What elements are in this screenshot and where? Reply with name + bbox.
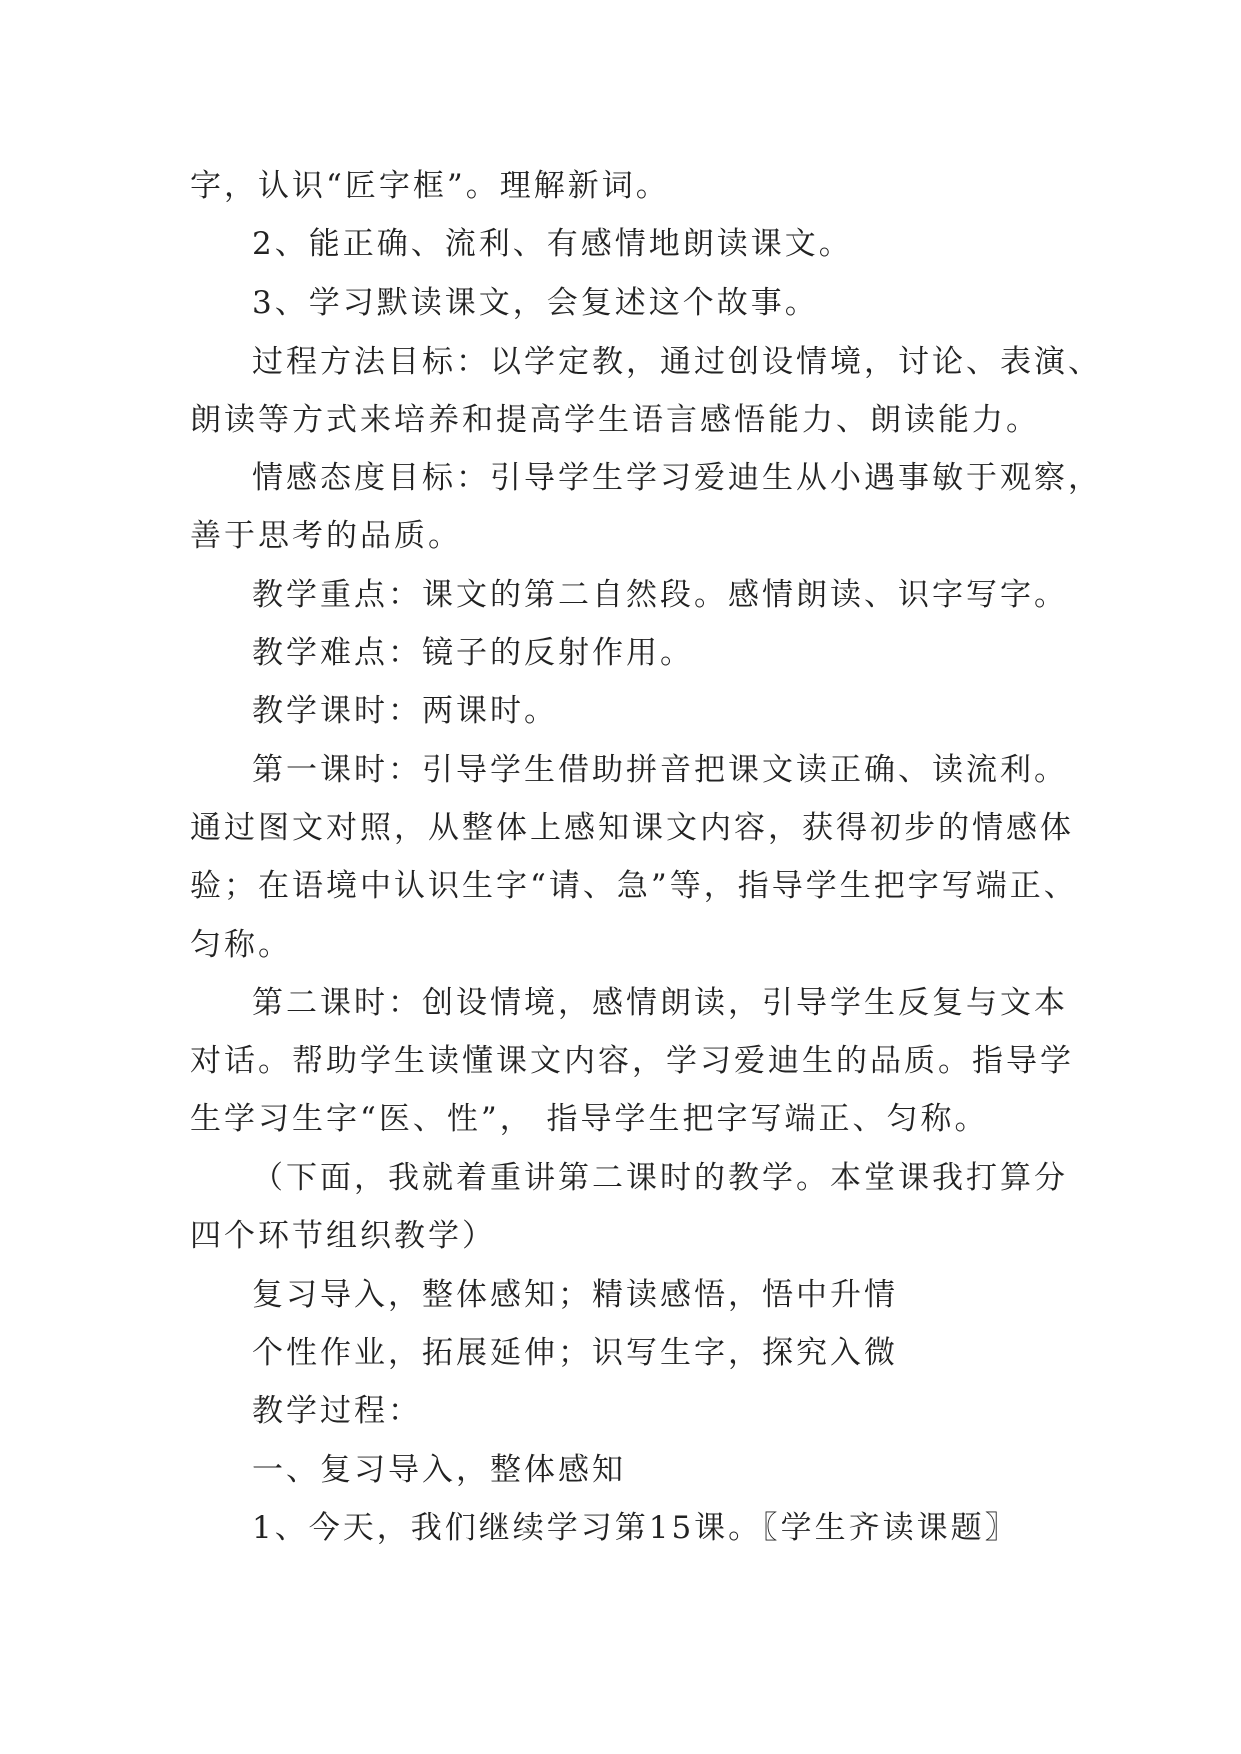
text-line: 教学难点：镜子的反射作用。 — [252, 635, 694, 671]
text-line: （下面，我就着重讲第二课时的教学。本堂课我打算分 — [252, 1160, 1068, 1196]
text-line: 教学课时：两课时。 — [252, 693, 558, 729]
text-line: 验；在语境中认识生字“请、急”等，指导学生把字写端正、 — [190, 868, 1078, 904]
text-line: 复习导入，整体感知；精读感悟，悟中升情 — [252, 1277, 898, 1313]
text-line: 朗读等方式来培养和提高学生语言感悟能力、朗读能力。 — [190, 402, 1040, 438]
text-line: 对话。帮助学生读懂课文内容，学习爱迪生的品质。指导学 — [190, 1043, 1074, 1079]
text-line: 第二课时：创设情境，感情朗读，引导学生反复与文本 — [252, 985, 1068, 1021]
text-line: 2、能正确、流利、有感情地朗读课文。 — [252, 226, 853, 262]
text-line: 教学过程： — [252, 1393, 422, 1429]
text-line: 一、复习导入，整体感知 — [252, 1452, 626, 1488]
text-line: 1、今天，我们继续学习第15课。〖学生齐读课题〗 — [252, 1510, 1019, 1546]
text-line: 教学重点：课文的第二自然段。感情朗读、识字写字。 — [252, 577, 1068, 613]
text-line: 3、学习默读课文，会复述这个故事。 — [252, 285, 819, 321]
text-line: 个性作业，拓展延伸；识写生字，探究入微 — [252, 1335, 898, 1371]
text-line: 匀称。 — [190, 927, 292, 963]
text-line: 过程方法目标：以学定教，通过创设情境，讨论、表演、 — [252, 344, 1102, 380]
text-line: 四个环节组织教学） — [190, 1218, 496, 1254]
text-line: 第一课时：引导学生借助拼音把课文读正确、读流利。 — [252, 752, 1068, 788]
text-line: 字，认识“匠字框”。理解新词。 — [190, 168, 670, 204]
text-line: 善于思考的品质。 — [190, 518, 462, 554]
text-line: 通过图文对照，从整体上感知课文内容，获得初步的情感体 — [190, 810, 1074, 846]
text-line: 生学习生字“医、性”， 指导学生把字写端正、匀称。 — [190, 1101, 989, 1137]
text-line: 情感态度目标：引导学生学习爱迪生从小遇事敏于观察， — [252, 460, 1102, 496]
